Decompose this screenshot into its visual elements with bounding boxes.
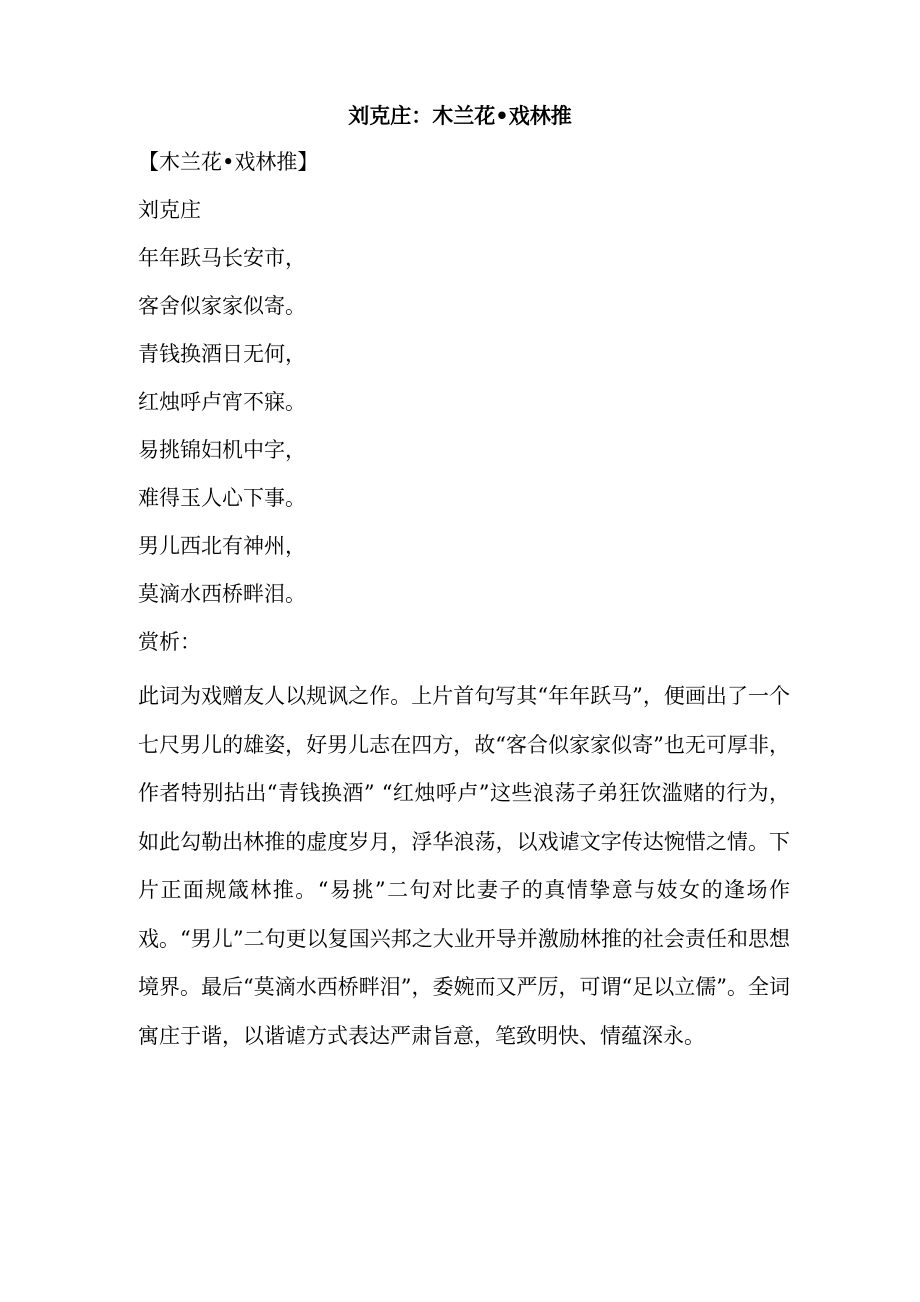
document-title: 刘克庄：木兰花•戏林推 <box>348 104 572 128</box>
poem-line: 年年跃马长安市， <box>138 246 306 270</box>
analysis-paragraph: 此词为戏赠友人以规讽之作。上片首句写其“年年跃马”，便画出了一个七尺男儿的雄姿，好男儿志在四方，故“客合似家家似寄”也无可厚非，作者特别拈出“青钱换酒” “红烛呼卢”这些浪荡子弟狂饮滥赌的行为，如此勾勒出林推的虚度岁月，浮华浪荡，以戏谑文字传达惋惜之情。下片正面规箴林推。“易挑”二句对比妻子的真情挚意与妓女的逢场作戏。“男儿”二句更以复国兴邦之大业开导并激励林推的社会责任和思想境界。最后“莫滴水西桥畔泪”，委婉而又严厉，可谓“足以立儒”。全词寓庄于谐，以谐谑方式表达严肃旨意，笔致明快、情蕴深永。 <box>138 684 790 1048</box>
poem-line: 难得玉人心下事。 <box>138 486 306 510</box>
poem-line: 莫滴水西桥畔泪。 <box>138 582 306 606</box>
poem-line: 客舍似家家似寄。 <box>138 294 306 318</box>
poem-line: 男儿西北有神州， <box>138 534 306 558</box>
poem-heading: 【木兰花•戏林推】 <box>138 150 319 174</box>
document-body <box>138 144 798 1060</box>
poem-line: 青钱换酒日无何， <box>138 342 306 366</box>
analysis-label: 赏析： <box>138 630 201 654</box>
poem-line: 红烛呼卢宵不寐。 <box>138 390 306 414</box>
poem-author: 刘克庄 <box>138 198 201 222</box>
poem-line: 易挑锦妇机中字， <box>138 438 306 462</box>
poem-verse <box>138 240 798 624</box>
